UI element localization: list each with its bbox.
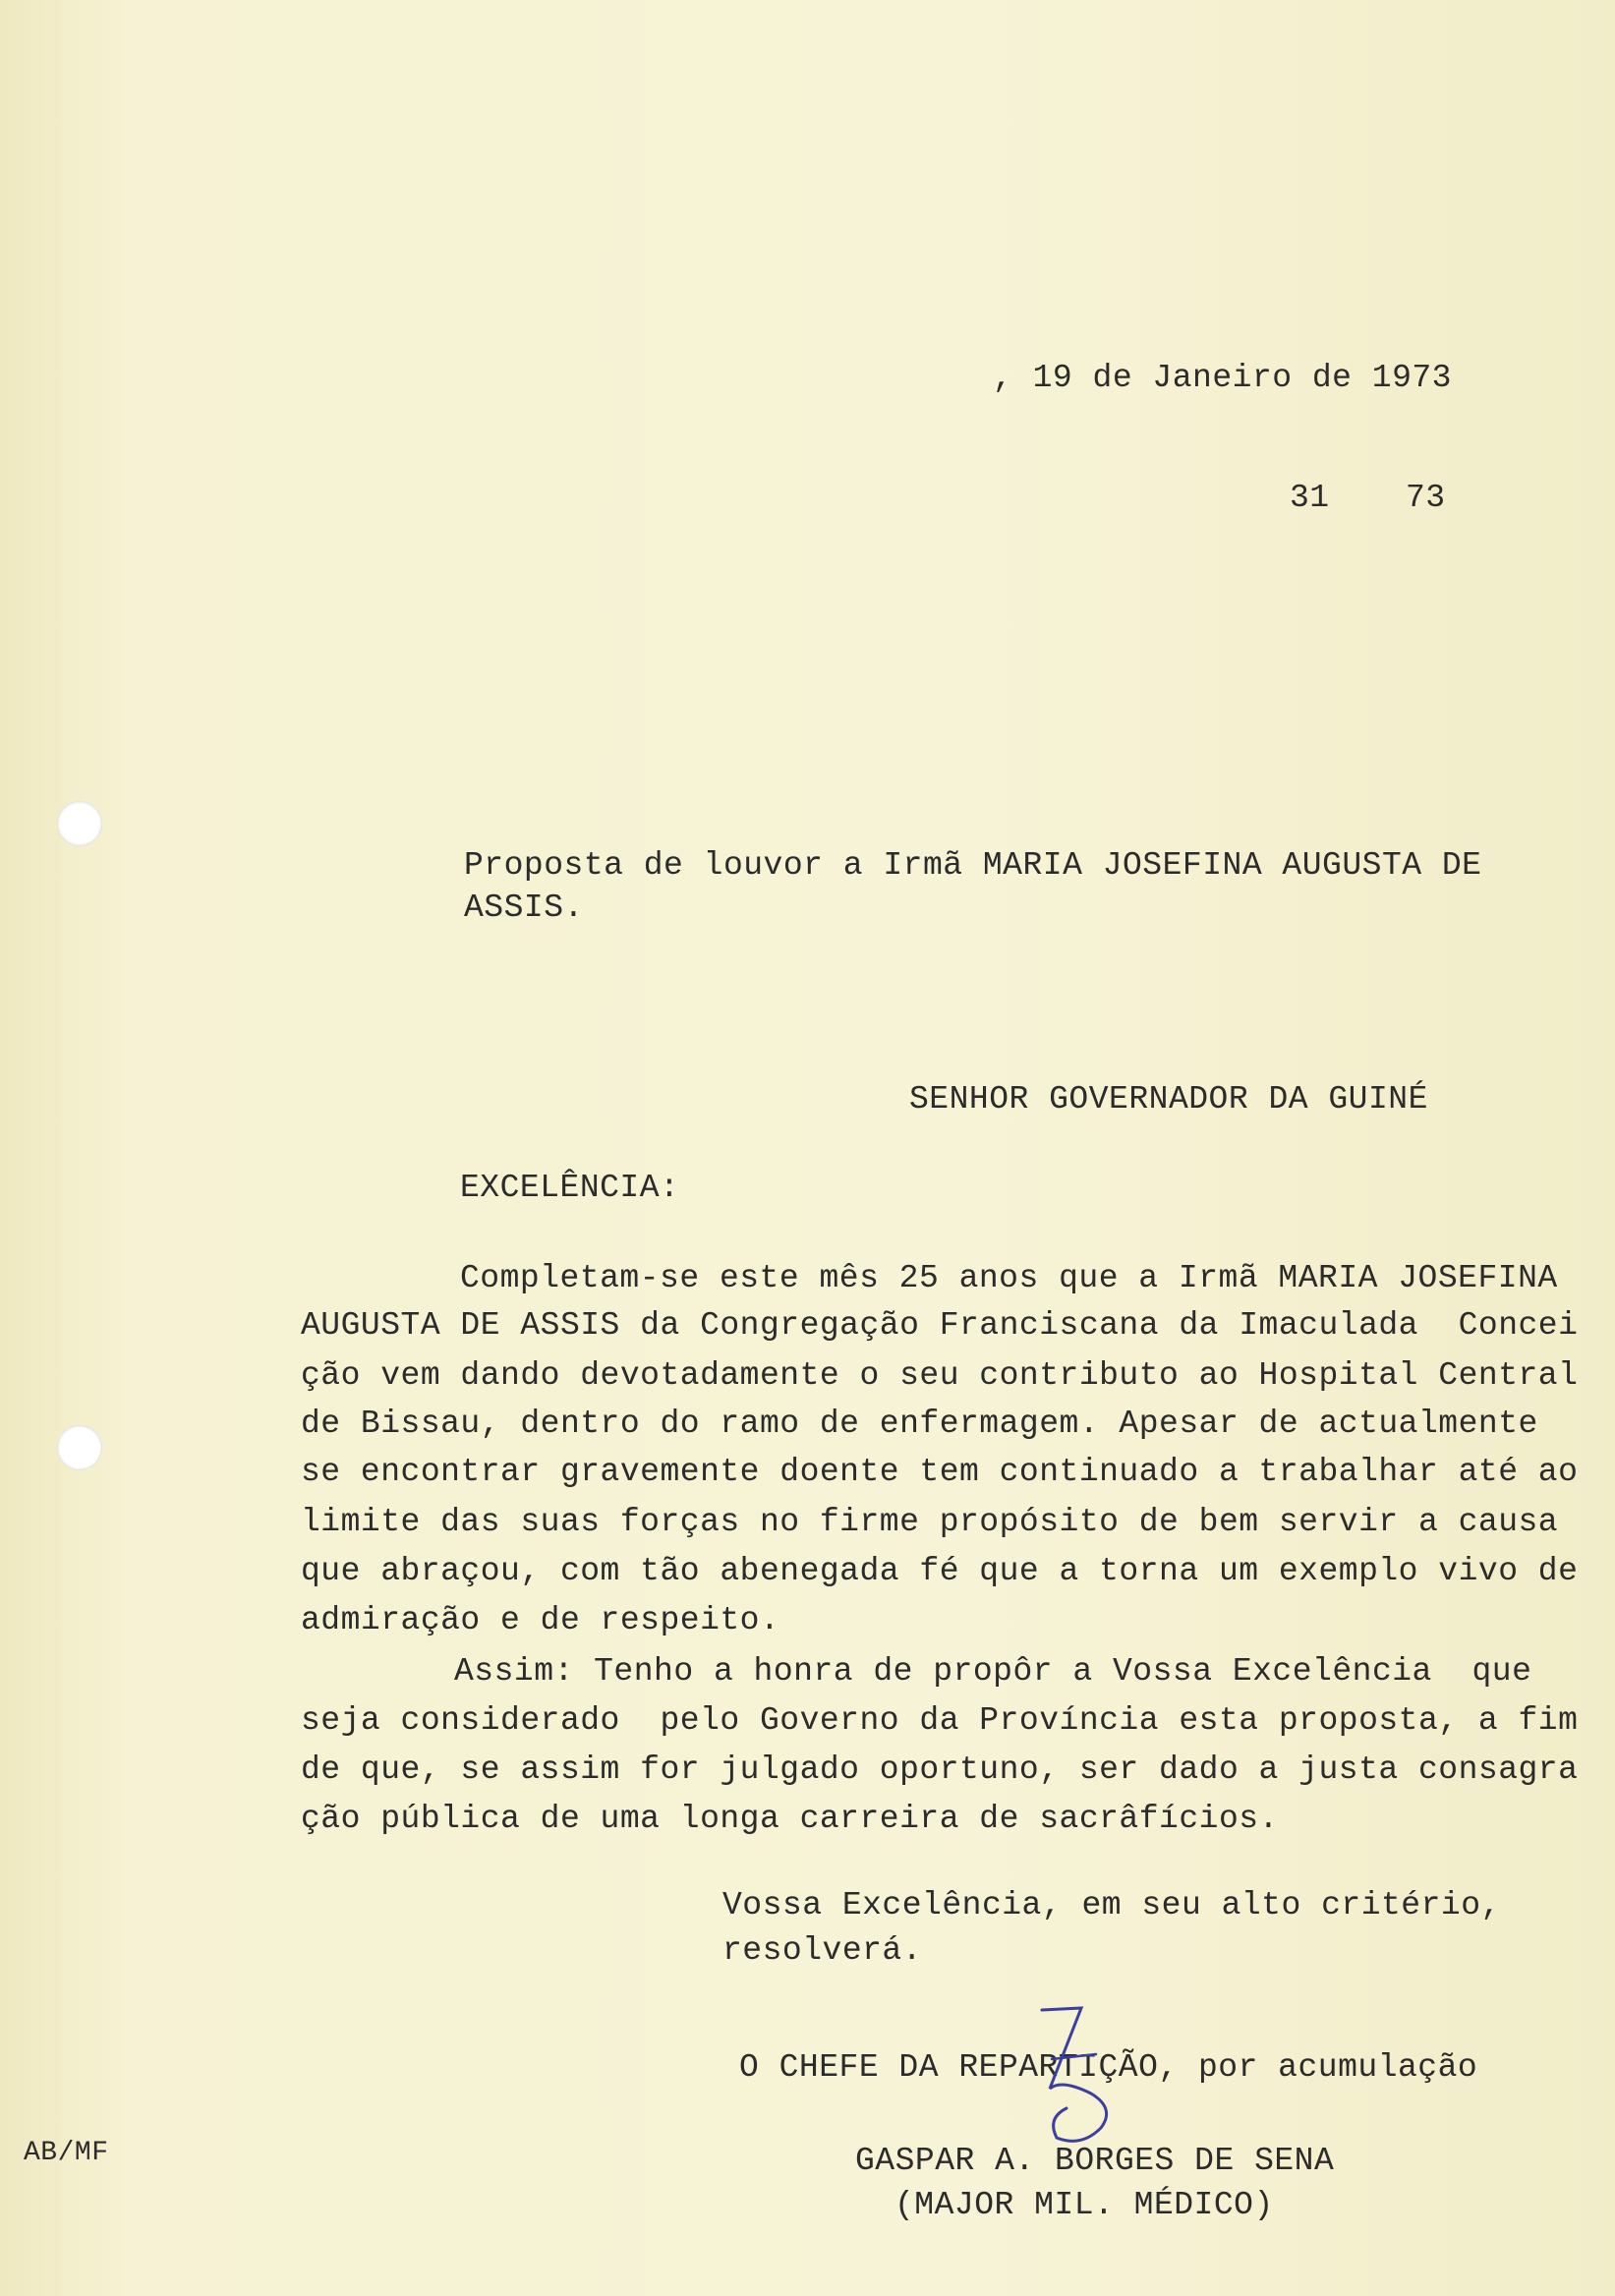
reference-number: 31 — [1290, 480, 1330, 516]
addressee: SENHOR GOVERNADOR DA GUINÉ — [909, 1081, 1428, 1118]
salutation: EXCELÊNCIA: — [460, 1170, 680, 1206]
body-line: ção pública de uma longa carreira de sacrâfícios. — [301, 1801, 1279, 1837]
body-line: Assim: Tenho a honra de propôr a Vossa Excelência que — [454, 1653, 1532, 1690]
typist-initials: AB/MF — [24, 2138, 109, 2168]
body-line: se encontrar gravemente doente tem continuado a trabalhar até ao — [301, 1454, 1579, 1490]
subject-line-2: ASSIS. — [464, 890, 584, 926]
closing-line-1: Vossa Excelência, em seu alto critério, — [722, 1887, 1501, 1923]
body-line: limite das suas forças no firme propósito de bem servir a causa — [301, 1504, 1559, 1540]
subject-line-1: Proposta de louvor a Irmã MARIA JOSEFINA AUGUSTA DE — [464, 847, 1482, 884]
signatory-title: O CHEFE DA REPARTIÇÃO, por acumulação — [739, 2049, 1478, 2086]
closing-line-2: resolverá. — [722, 1932, 923, 1969]
signatory-name: GASPAR A. BORGES DE SENA — [855, 2143, 1335, 2179]
body-line: que abraçou, com tão abenegada fé que a torna um exemplo vivo de — [301, 1553, 1579, 1589]
body-line: ção vem dando devotadamente o seu contributo ao Hospital Central — [301, 1357, 1579, 1394]
body-line: Completam-se este mês 25 anos que a Irmã MARIA JOSEFINA — [460, 1260, 1558, 1296]
body-line: seja considerado pelo Governo da Província esta proposta, a fim — [301, 1702, 1579, 1739]
body-line: de Bissau, dentro do ramo de enfermagem. Apesar de actualmente — [301, 1406, 1538, 1442]
reference-year: 73 — [1406, 480, 1446, 516]
body-line: admiração e de respeito. — [301, 1602, 780, 1638]
body-line: de que, se assim for julgado oportuno, ser dado a justa consagra — [301, 1751, 1579, 1788]
body-line: AUGUSTA DE ASSIS da Congregação Franciscana da Imaculada Concei — [301, 1307, 1579, 1344]
punch-hole-top — [57, 801, 102, 846]
letter-date: , 19 de Janeiro de 1973 — [993, 360, 1452, 396]
signatory-rank: (MAJOR MIL. MÉDICO) — [894, 2187, 1274, 2223]
handwritten-signature — [1022, 2000, 1140, 2157]
punch-hole-bottom — [57, 1425, 102, 1470]
